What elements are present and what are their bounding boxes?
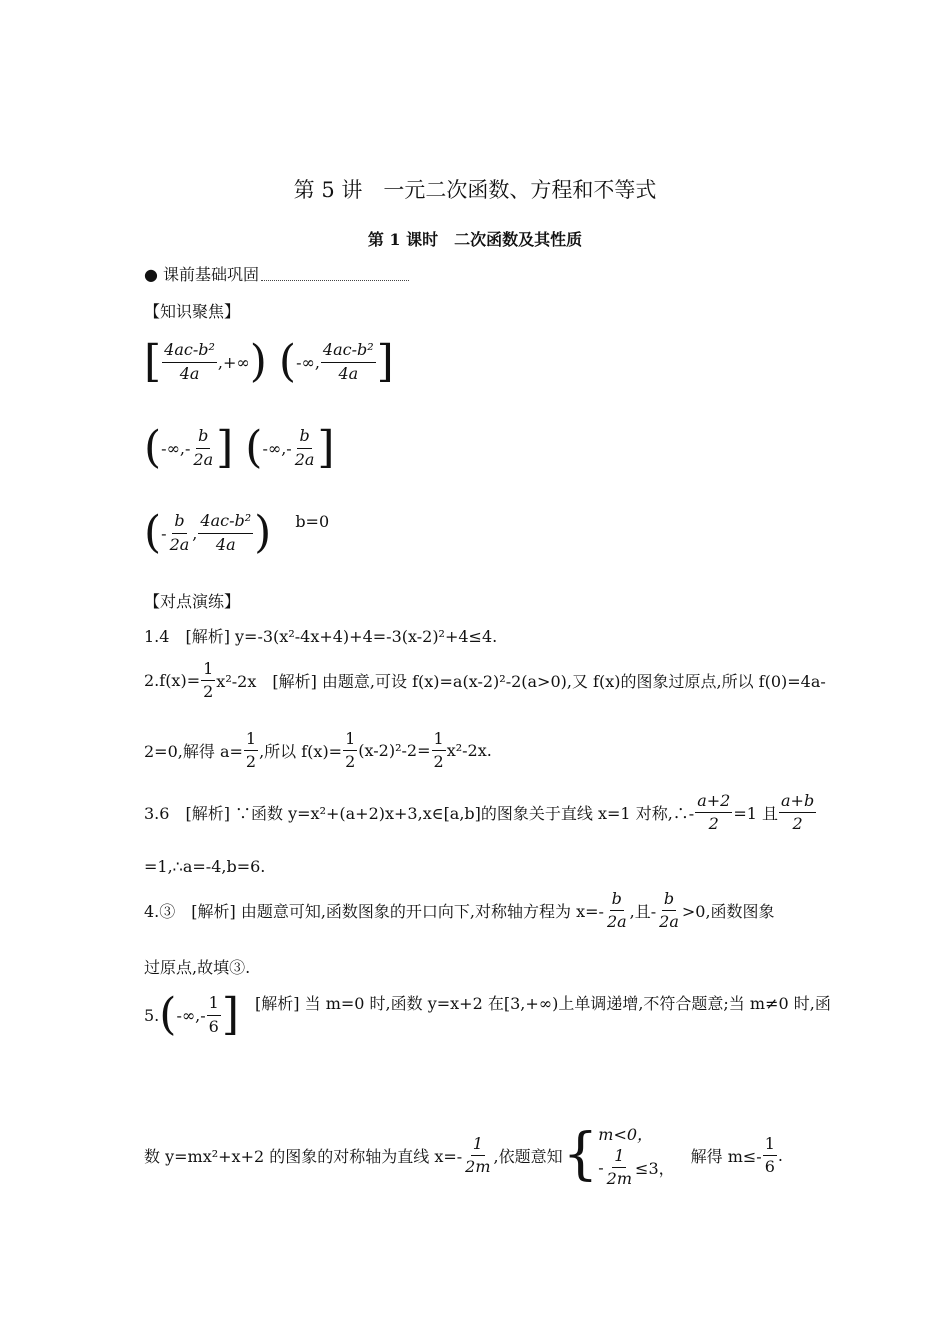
fraction: $\frac{b}{2a}$: [169, 511, 190, 554]
answer-5-line-1: 5. ( -∞,- $\frac{1}{6}$ ] [解析] 当 m=0 时,函数 y=x+2 在[3,+∞)上单调递增,不符合题意;当 m≠0 时,函: [144, 989, 831, 1040]
paren-left: (: [144, 422, 162, 473]
section-knowledge: 【知识聚焦】: [144, 302, 241, 321]
answer-1: 1.4 [解析] y=-3(x²-4x+4)+4=-3(x-2)²+4≤4.: [144, 627, 498, 646]
fraction: $\frac{b}{2a}$: [659, 889, 679, 932]
answer-5-line-2: 数 y=mx²+x+2 的图象的对称轴为直线 x=- $\frac{1}{2m}$ ,依题意知 { m<0， - $\frac{1}{2m}$ ≤3， 解得 m≤- $\frac{1}{6}$ .: [144, 1122, 783, 1189]
bracket-left: [: [144, 336, 162, 387]
bullet-label: ● 课前基础巩固: [144, 265, 260, 284]
interval-head: -∞,: [296, 352, 320, 372]
fraction: $\frac{1}{2}$: [345, 729, 356, 772]
paren-right: ): [249, 336, 267, 387]
fraction: $\frac{1}{2m}$: [465, 1133, 491, 1176]
knowledge-row-1: [144, 336, 394, 387]
fraction: $\frac{b}{2a}$: [294, 426, 315, 469]
fraction: $\frac{b}{2a}$: [193, 426, 214, 469]
fraction: $\frac{\text{4ac-b²}}{4a}$: [200, 511, 252, 554]
fraction: $\frac{1}{6}$: [764, 1133, 775, 1176]
paren-right: ): [254, 507, 272, 558]
knowledge-row-3: [144, 507, 330, 558]
brace-left: {: [562, 1122, 599, 1188]
comma: ,: [192, 523, 198, 543]
section-practice: 【对点演练】: [144, 592, 241, 611]
equation-system: { m<0， - $\frac{1}{2m}$ ≤3，: [562, 1122, 675, 1189]
fraction: $\frac{\text{4ac-b²}}{4a}$: [164, 340, 215, 383]
paren-left: (: [159, 989, 177, 1040]
bracket-right: ]: [221, 989, 240, 1040]
lesson-subtitle: 第 1 课时 二次函数及其性质: [367, 230, 583, 249]
answer-2-line-1: 2.f(x)= $\frac{1}{2}$ x²-2x [解析] 由题意,可设 f(x)=a(x-2)²-2(a>0),又 f(x)的图象过原点,所以 f(0)=4a-: [144, 659, 826, 702]
answer-4-line-2: 过原点,故填③.: [144, 958, 251, 977]
paren-left: (: [144, 507, 162, 558]
interval-head: -∞,-: [161, 438, 191, 458]
fraction: $\frac{\text{4ac-b²}}{4a}$: [322, 340, 374, 383]
axis-condition: b=0: [295, 511, 330, 531]
sign: -: [161, 523, 167, 543]
bracket-right: ]: [317, 422, 335, 473]
interval-head: -∞,-: [262, 438, 292, 458]
page-title: 第 5 讲 一元二次函数、方程和不等式: [293, 178, 657, 202]
fraction: $\frac{1}{2}$: [433, 729, 444, 772]
bracket-right: ]: [216, 422, 234, 473]
fraction: $\frac{1}{2}$: [245, 729, 257, 772]
fraction: $\frac{a+b}{2}$: [781, 791, 815, 834]
fraction: $\frac{1}{2m}$: [606, 1146, 633, 1189]
interval-tail: ,+∞: [217, 352, 250, 372]
knowledge-row-2: [144, 422, 335, 473]
section-bullet: [144, 262, 409, 285]
fraction: $\frac{b}{2a}$: [606, 889, 627, 932]
dotted-leader: [261, 270, 409, 281]
answer-3-line-1: 3.6 [解析] ∵函数 y=x²+(a+2)x+3,x∈[a,b]的图象关于直线 x=1 对称,∴- $\frac{a+2}{2}$ =1 且 $\frac{a+b}{2}$: [144, 791, 815, 834]
fraction: $\frac{1}{6}$: [208, 993, 219, 1036]
paren-left: (: [245, 422, 263, 473]
answer-3-line-2: =1,∴a=-4,b=6.: [144, 857, 266, 876]
answer-2-line-2: 2=0,解得 a= $\frac{1}{2}$ ,所以 f(x)= $\frac{1}{2}$ (x-2)²-2= $\frac{1}{2}$ x²-2x.: [144, 729, 492, 772]
answer-4-line-1: 4.③ [解析] 由题意可知,函数图象的开口向下,对称轴方程为 x=- $\frac{b}{2a}$ ,且- $\frac{b}{2a}$ >0,函数图象: [144, 889, 775, 932]
paren-left: (: [278, 336, 297, 387]
fraction: $\frac{1}{2}$: [203, 659, 214, 702]
bracket-right: ]: [376, 336, 394, 387]
fraction: $\frac{a+2}{2}$: [697, 791, 731, 834]
